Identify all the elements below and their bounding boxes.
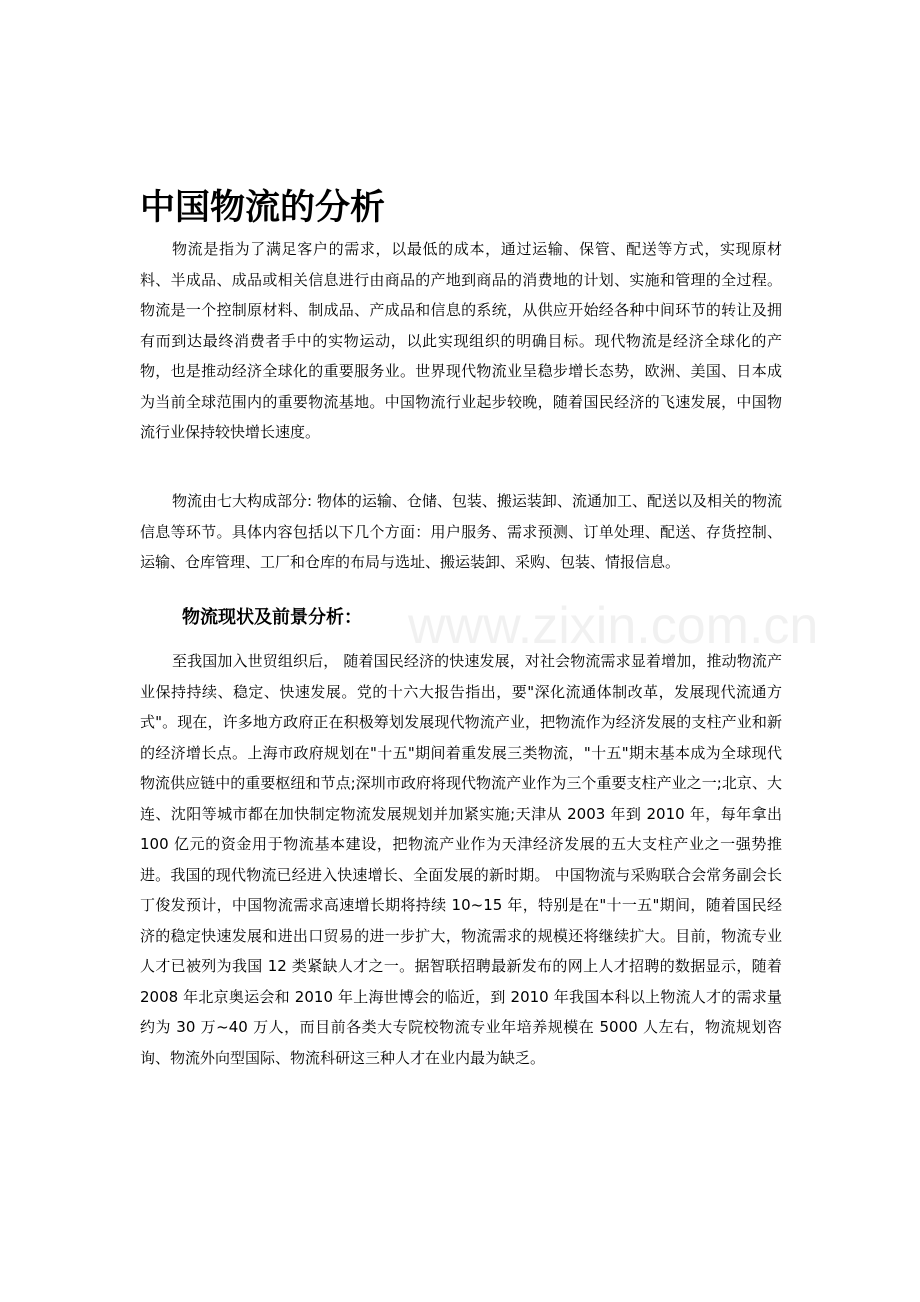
watermark: www.zixin.com.cn (408, 597, 819, 655)
paragraph-status-outlook: 至我国加入世贸组织后， 随着国民经济的快速发展，对社会物流需求显着增加，推动物流产业保持持续、稳定、快速发展。党的十六大报告指出，要"深化流通体制改革，发展现代流通方式"。现在，许多地方政府正在积极筹划发展现代物流产业，把物流作为经济发展的支柱产业和新的经济增长点。上海市政府规划在"十五"期间着重发展三类物流，"十五"期末基本成为全球现代物流供应链中的重要枢纽和节点;深圳市政府将现代物流产业作为三个重要支柱产业之一;北京、大连、沈阳等城市都在加快制定物流发展规划并加紧实施;天津从 2003 年到 2010 年，每年拿出 100 亿元的资金用于物流基本建设，把物流产业作为天津经济发展的五大支柱产业之一强势推进。我国的现代物流已经进入快速增长、全面发展的新时期。 中国物流与采购联合会常务副会长丁俊发预计，中国物流需求高速增长期将持续 10~15 年，特别是在"十一五"期间，随着国民经济的稳定快速发展和进出口贸易的进一步扩大，物流需求的规模还将继续扩大。目前，物流专业人才已被列为我国 12 类紧缺人才之一。据智联招聘最新发布的网上人才招聘的数据显示，随着 2008 年北京奥运会和 2010 年上海世博会的临近，到 2010 年我国本科以上物流人才的需求量约为 30 万~40 万人，而目前各类大专院校物流专业年培养规模在 5000 人左右，物流规划咨询、物流外向型国际、物流科研这三种人才在业内最为缺乏。 (140, 652, 782, 1067)
paragraph-definition: 物流是指为了满足客户的需求，以最低的成本，通过运输、保管、配送等方式，实现原材料、半成品、成品或相关信息进行由商品的产地到商品的消费地的计划、实施和管理的全过程。物流是一个控制原材料、制成品、产成品和信息的系统，从供应开始经各种中间环节的转让及拥有而到达最终消费者手中的实物运动，以此实现组织的明确目标。现代物流是经济全球化的产物，也是推动经济全球化的重要服务业。世界现代物流业呈稳步增长态势，欧洲、美国、日本成为当前全球范围内的重要物流基地。中国物流行业起步较晚，随着国民经济的飞速发展，中国物流行业保持较快增长速度。 (140, 240, 782, 441)
section-heading: 物流现状及前景分析： (182, 607, 362, 628)
paragraph-components: 物流由七大构成部分: 物体的运输、仓储、包装、搬运装卸、流通加工、配送以及相关的物流信息等环节。具体内容包括以下几个方面：用户服务、需求预测、订单处理、配送、存货控制、运输、仓库管理、工厂和仓库的布局与选址、搬运装卸、采购、包装、情报信息。 (140, 492, 782, 571)
document-title: 中国物流的分析 (140, 188, 386, 228)
